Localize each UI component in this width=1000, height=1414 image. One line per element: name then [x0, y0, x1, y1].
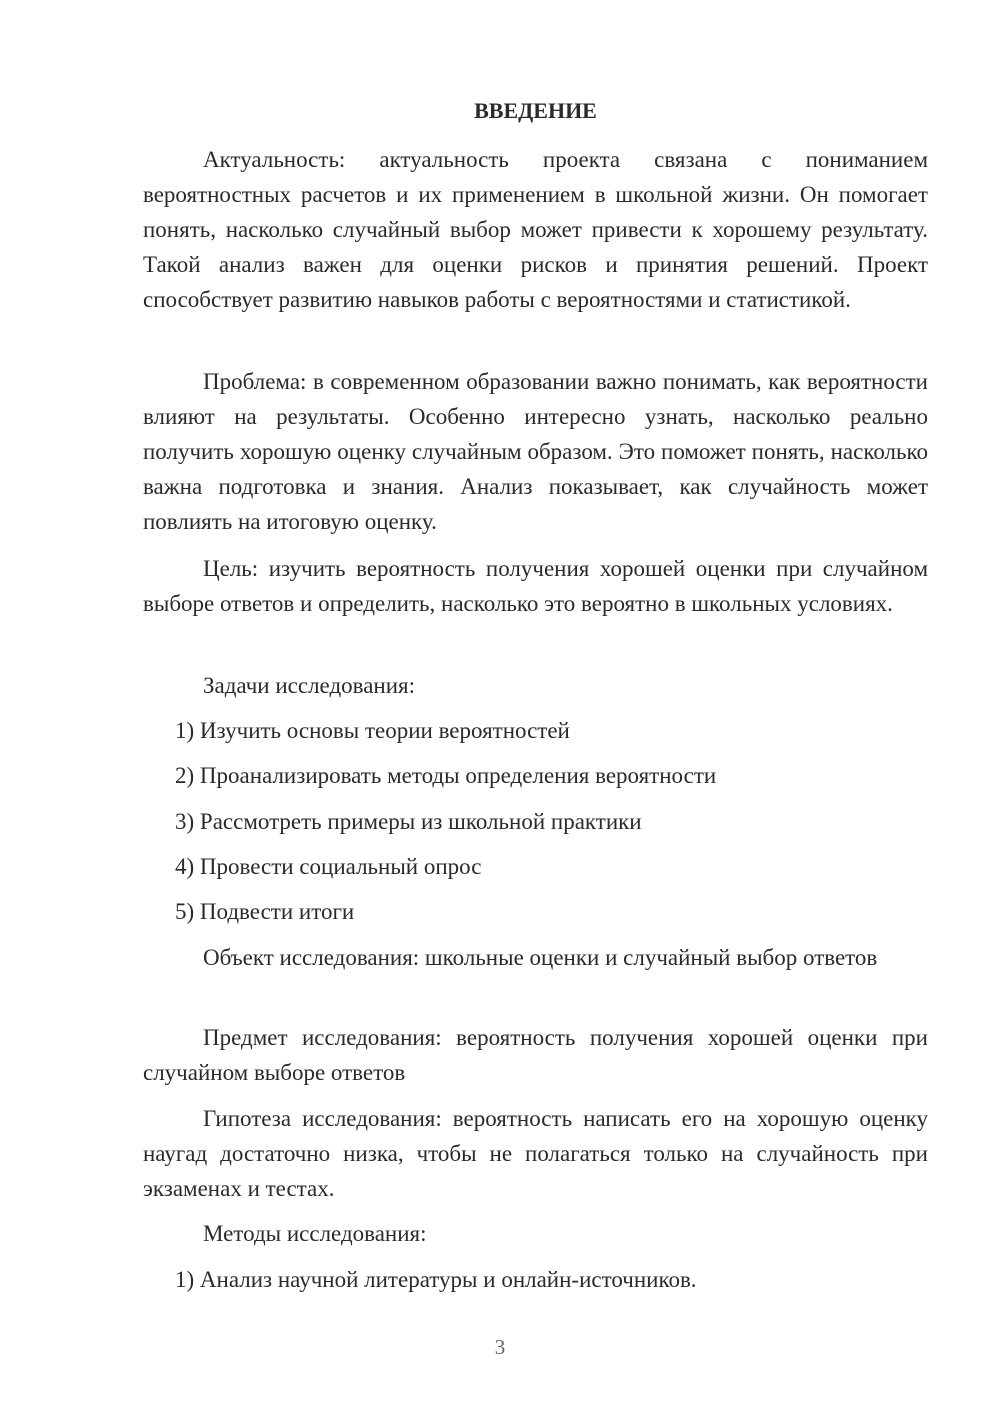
paragraph-subject: Предмет исследования: вероятность получения хорошей оценки при случайном выборе ответов	[143, 1025, 928, 1085]
paragraph-object: Объект исследования: школьные оценки и случайный выбор ответов	[203, 945, 878, 970]
task-item-1: 1) Изучить основы теории вероятностей	[175, 718, 570, 743]
method-item-1: 1) Анализ научной литературы и онлайн-источников.	[175, 1267, 697, 1292]
task-item-5: 5) Подвести итоги	[175, 899, 355, 924]
task-item-2: 2) Проанализировать методы определения вероятности	[175, 763, 717, 788]
paragraph-relevance: Актуальность: актуальность проекта связана с пониманием вероятностных расчетов и их применением в школьной жизни. Он помогает понять, насколько случайный выбор может привести к хорошему результату. Такой анализ важен для оценки рисков и принятия решений. Проект способствует развитию навыков работы с вероятностями и статистикой.	[143, 147, 928, 312]
page-title: ВВЕДЕНИЕ	[474, 98, 597, 123]
paragraph-goal: Цель: изучить вероятность получения хорошей оценки при случайном выборе ответов и определить, насколько это вероятно в школьных условиях.	[143, 556, 928, 616]
tasks-heading: Задачи исследования:	[203, 673, 416, 698]
methods-heading: Методы исследования:	[203, 1221, 427, 1246]
page-number: 3	[494, 1335, 506, 1359]
task-item-3: 3) Рассмотреть примеры из школьной практики	[175, 809, 642, 834]
paragraph-hypothesis: Гипотеза исследования: вероятность написать его на хорошую оценку наугад достаточно низка, чтобы не полагаться только на случайность при экзаменах и тестах.	[143, 1106, 928, 1201]
task-item-4: 4) Провести социальный опрос	[175, 854, 482, 879]
paragraph-problem: Проблема: в современном образовании важно понимать, как вероятности влияют на результаты. Особенно интересно узнать, насколько реально получить хорошую оценку случайным образом. Это поможет понять, насколько важна подготовка и знания. Анализ показывает, как случайность может повлиять на итоговую оценку.	[143, 369, 928, 534]
